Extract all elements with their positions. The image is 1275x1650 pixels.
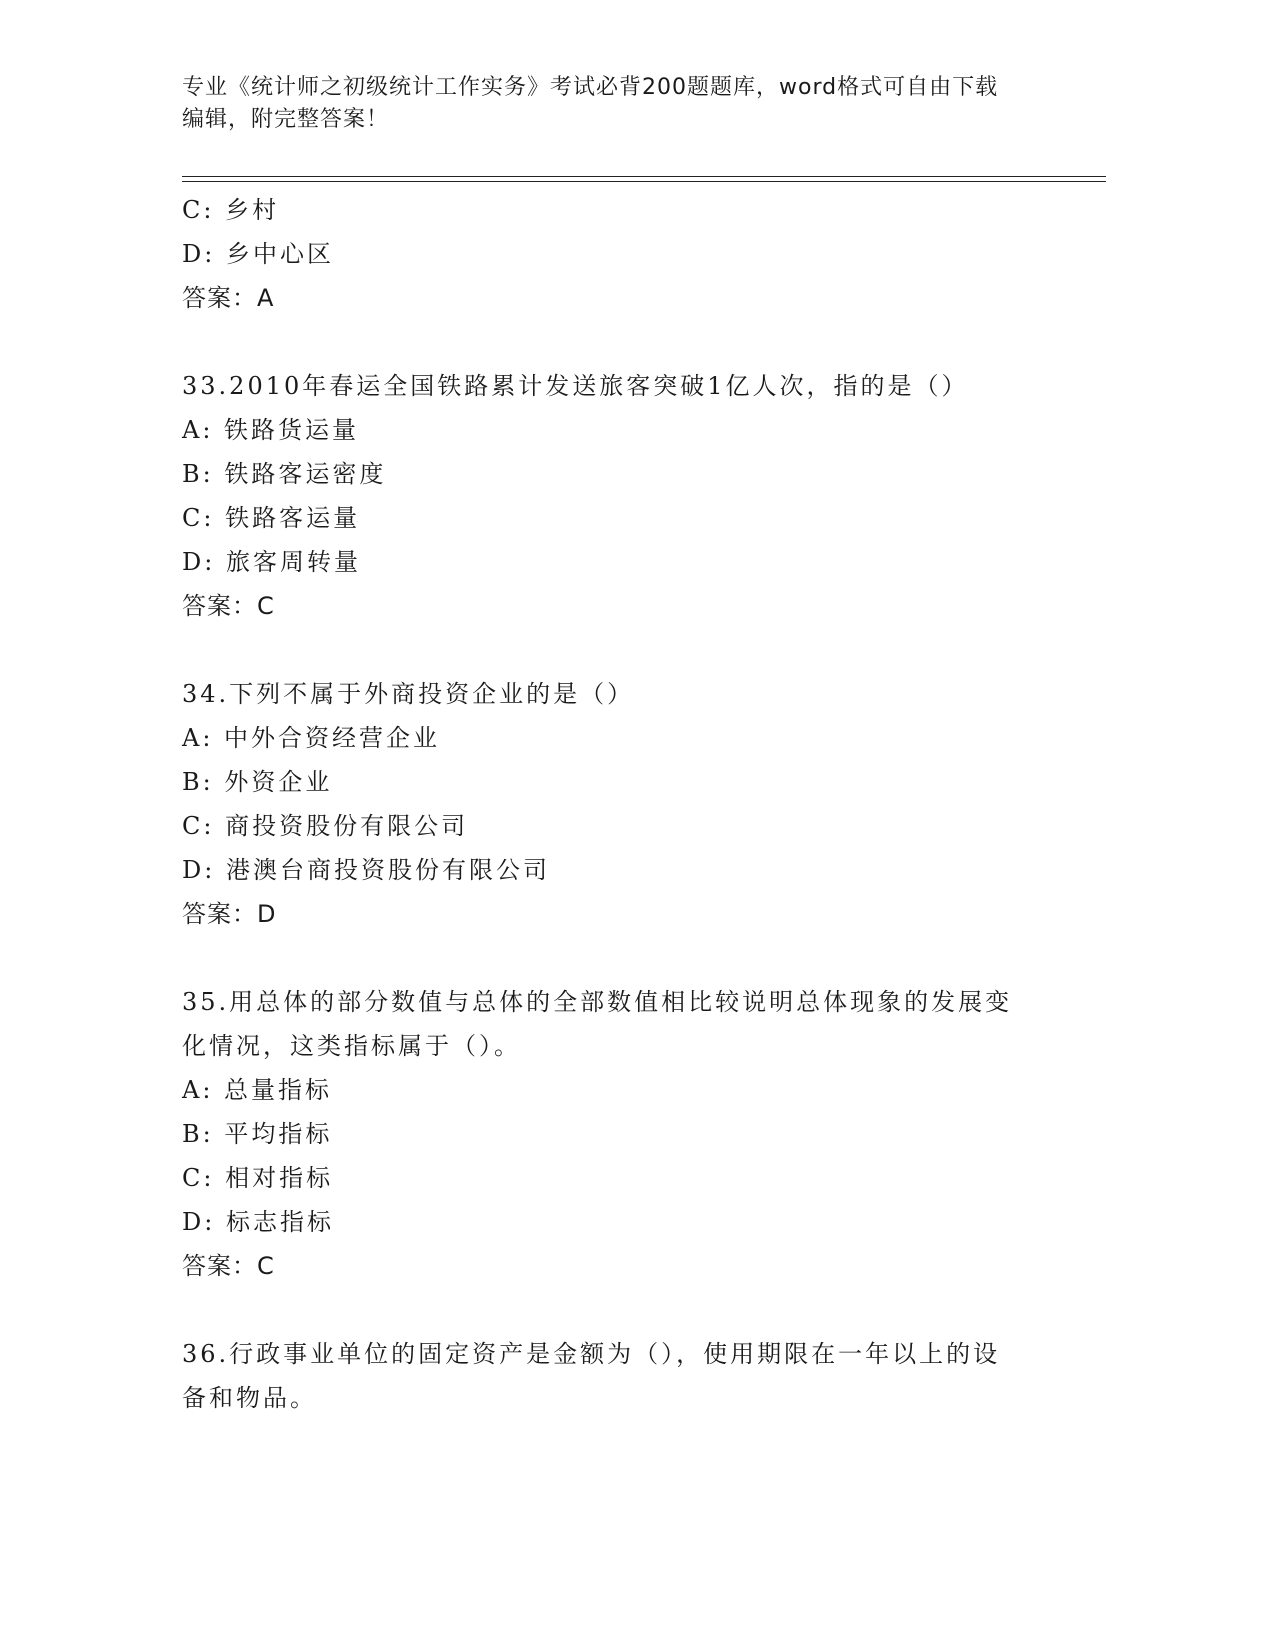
question-stem: 33.2010年春运全国铁路累计发送旅客突破1亿人次，指的是（） (182, 372, 969, 400)
header-divider-bottom (182, 181, 1106, 182)
answer-line: 答案：C (182, 592, 275, 620)
answer-line: 答案：C (182, 1252, 275, 1280)
answer-line: 答案：A (182, 284, 275, 312)
header-line-1: 专业《统计师之初级统计工作实务》考试必背200题题库，word格式可自由下载 (182, 75, 999, 100)
option-c: C: 乡村 (182, 196, 280, 224)
option-d: D: 标志指标 (182, 1208, 334, 1236)
question-stem-line-2: 化情况，这类指标属于（）。 (182, 1032, 521, 1060)
question-35 (182, 980, 1062, 1288)
option-c: C: 商投资股份有限公司 (182, 812, 469, 840)
option-b: B: 外资企业 (182, 768, 333, 796)
question-36 (182, 1332, 1062, 1420)
question-fragment (182, 188, 1062, 320)
option-a: A: 铁路货运量 (182, 416, 360, 444)
header-line-2: 编辑，附完整答案！ (182, 107, 390, 132)
question-list (182, 188, 1062, 1420)
option-c: C: 相对指标 (182, 1164, 334, 1192)
option-a: A: 总量指标 (182, 1076, 333, 1104)
option-b: B: 平均指标 (182, 1120, 333, 1148)
question-stem: 34.下列不属于外商投资企业的是（） (182, 680, 635, 708)
question-33 (182, 364, 1062, 628)
question-stem-line-2: 备和物品。 (182, 1384, 317, 1412)
answer-line: 答案：D (182, 900, 277, 928)
option-d: D: 旅客周转量 (182, 548, 361, 576)
question-stem-line-1: 36.行政事业单位的固定资产是金额为（），使用期限在一年以上的设 (182, 1340, 1001, 1368)
option-b: B: 铁路客运密度 (182, 460, 387, 488)
document-header (182, 72, 1042, 136)
question-stem-line-1: 35.用总体的部分数值与总体的全部数值相比较说明总体现象的发展变 (182, 988, 1013, 1016)
header-divider-top (182, 176, 1106, 177)
option-d: D: 港澳台商投资股份有限公司 (182, 856, 550, 884)
option-a: A: 中外合资经营企业 (182, 724, 441, 752)
option-c: C: 铁路客运量 (182, 504, 361, 532)
option-d: D: 乡中心区 (182, 240, 334, 268)
question-34 (182, 672, 1062, 936)
